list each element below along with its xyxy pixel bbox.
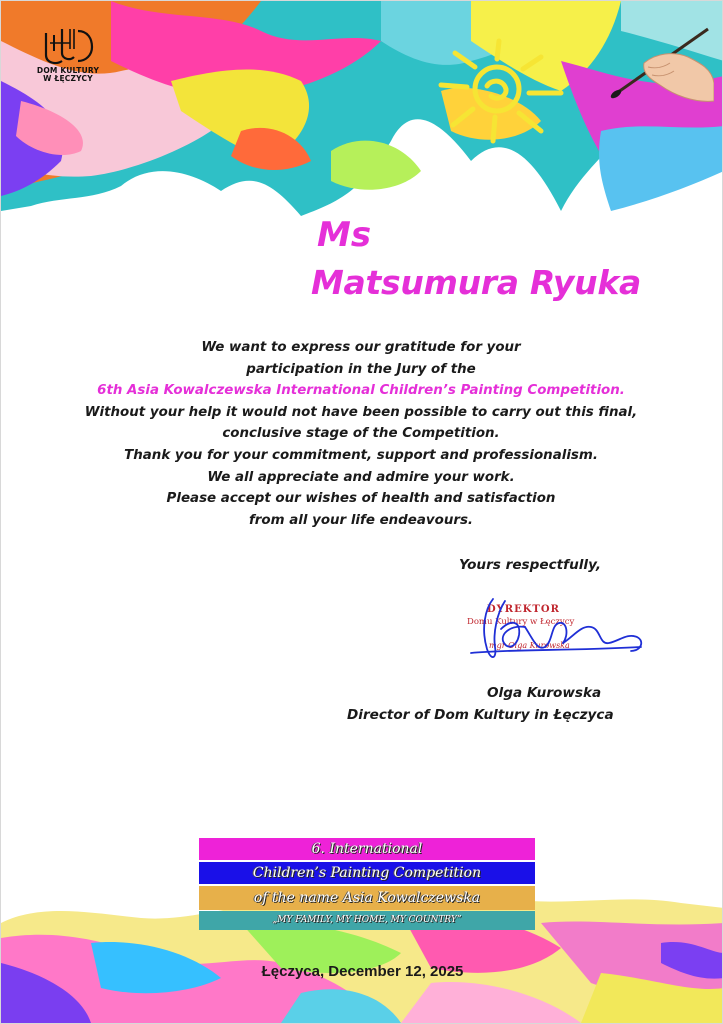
banner-line-3: of the name Asia Kowalczewska	[199, 886, 535, 910]
message-line: Without your help it would not have been possible to carry out this final,	[84, 404, 638, 420]
competition-name-line: 6th Asia Kowalczewska International Children’s Painting Competition.	[97, 383, 625, 399]
message-line: We all appreciate and admire your work.	[207, 469, 515, 485]
recipient-name: Matsumura Ryuka	[311, 263, 641, 302]
logo-line-1: DOM KULTURY	[36, 66, 100, 75]
stamp-title: DYREKTOR	[487, 604, 560, 615]
message-line: conclusive stage of the Competition.	[222, 426, 500, 442]
message-line: Please accept our wishes of health and satisfaction	[166, 491, 556, 507]
salutation: Ms	[317, 215, 372, 255]
closing-phrase: Yours respectfully,	[459, 557, 602, 573]
signer-name: Olga Kurowska	[487, 685, 602, 701]
banner-motto: „MY FAMILY, MY HOME, MY COUNTRY”	[199, 911, 535, 930]
place-and-date: Łęczyca, December 12, 2025	[261, 963, 464, 980]
logo-line-2: W ŁĘCZYCY	[43, 74, 93, 83]
banner-line-1: 6. International	[199, 838, 535, 860]
message-line: from all your life endeavours.	[248, 512, 474, 528]
gratitude-message	[61, 337, 661, 531]
dom-kultury-logo	[33, 25, 103, 83]
banner-line-2: Children’s Painting Competition	[199, 862, 535, 884]
director-stamp-and-signature	[441, 589, 651, 671]
stamp-institution: Domu Kultury w Łęczycy	[467, 617, 575, 627]
stamp-name: mgr Olga Kurowska	[489, 641, 570, 650]
signature-mark	[441, 589, 651, 671]
message-line: Thank you for your commitment, support and professionalism.	[124, 447, 598, 463]
message-line: participation in the Jury of the	[246, 361, 476, 377]
logo-mark-icon	[40, 25, 96, 67]
signer-title: Director of Dom Kultury in Łęczyca	[347, 707, 614, 723]
message-line: We want to express our gratitude for your	[201, 340, 521, 355]
hand-with-brush-illustration	[604, 23, 714, 103]
